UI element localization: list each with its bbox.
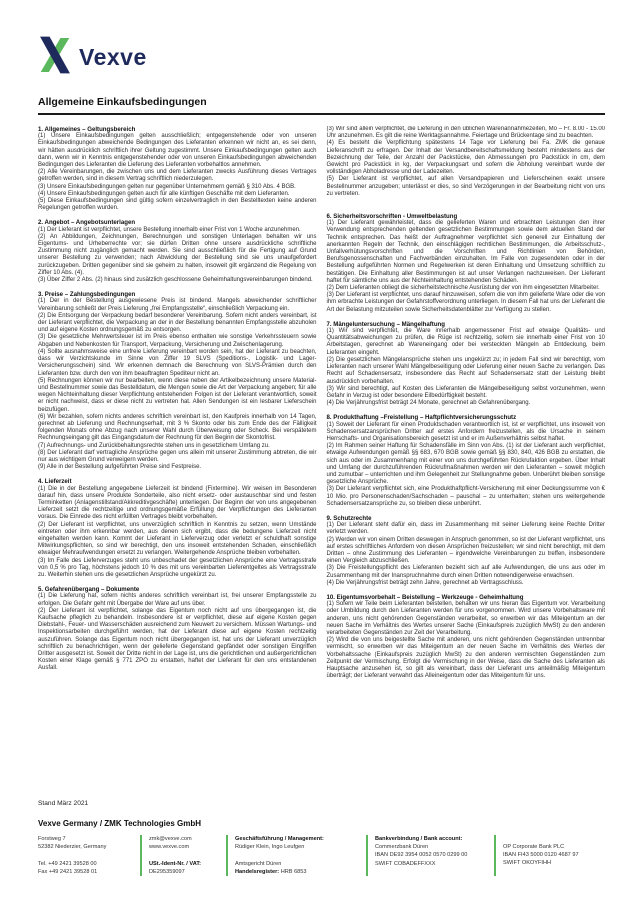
section-paragraph: (5) Rechnungen können wir nur bearbeiten, wenn diese neben der Artikelbezeichnung unsere Material- und Bestellnummer sowie das Bestelldatum, die Mengen sowie die Art der Verpackung angeben; für alle wegen Nichteinhaltung dieser Verpflichtung entstehenden Folgen ist der Lieferant verantwortlich, soweit er nicht nachweist, dass er diese nicht zu vertreten hat. Allen Sendungen ist ein lesbarer Lieferschein beizufügen. bbox=[38, 377, 317, 413]
section-heading: 7. Mängeluntersuchung – Mängelhaftung bbox=[326, 320, 445, 328]
footer-line: Rüdiger Klein, Ingo Leufgen bbox=[235, 844, 305, 851]
section-paragraph: (3) Der Lieferant verpflichtet sich, eine Produkthaftpflicht-Versicherung mit einer Deckungssumme von € 10 Mio. pro Personenschaden/Sachschaden – pauschal – zu unterhalten; stehen uns weitergehende Schadensersatzansprüche zu, so bleiben diese unberührt. bbox=[326, 486, 605, 507]
terms-body bbox=[38, 126, 605, 802]
terms-section bbox=[38, 586, 317, 672]
terms-section bbox=[327, 213, 606, 314]
footer-column bbox=[140, 835, 226, 876]
section-paragraph: (1) Die Lieferung hat, sofern nichts anderes schriftlich vereinbart ist, frei unserer Empfangsstelle zu erfolgen. Die Gefahr geht mit Übergabe der Ware auf uns über. bbox=[38, 593, 317, 607]
footer-column bbox=[226, 835, 366, 876]
section-paragraph: (1) Der in der Bestellung ausgewiesene Preis ist bindend. Mangels abweichender schriftlicher Vereinbarung schließt der Preis Lieferung „frei Empfangsstelle“, einschließlich Verpackung ein. bbox=[38, 298, 317, 312]
footer-line: IBAN FI43 5000 0120 4687 97 bbox=[503, 852, 579, 859]
section-heading: 8. Produkthaftung –Freistellung – Haftpflichtversicherungsschutz bbox=[326, 414, 517, 422]
section-heading: 6. Sicherheitsvorschriften - Umweltbelastung bbox=[326, 213, 458, 221]
section-paragraph: (3) Wir sind berechtigt, auf Kosten des Lieferanten die Mängelbeseitigung selbst vorzunehmen, wenn Gefahr in Verzug ist oder besondere Eilbedürftigkeit besteht. bbox=[326, 385, 605, 399]
terms-section bbox=[38, 126, 317, 212]
footer-line: Geschäftsführung / Management: bbox=[235, 836, 324, 842]
footer-line: Handelsregister: HRB 6853 bbox=[235, 868, 307, 875]
section-paragraph: (4) Unsere Einkaufsbedingungen gelten auch für alle künftigen Geschäfte mit dem Lieferanten. bbox=[38, 190, 290, 197]
footer-line: SWIFT OKOYFIHH bbox=[503, 860, 552, 867]
footer-line bbox=[38, 851, 135, 859]
section-paragraph: (4) Die Verjährungsfrist beträgt zehn Jahre, gerechnet ab Vertragsschluss. bbox=[326, 579, 524, 586]
section-paragraph: (2) Alle Vereinbarungen, die zwischen uns und dem Lieferanten zwecks Ausführung dieses Vertrages getroffen werden, sind in diesem Vertrag schriftlich niederzulegen. bbox=[38, 169, 317, 183]
section-heading: 2. Angebot – Angebotsunterlagen bbox=[38, 219, 136, 227]
section-paragraph: (2) Im Rahmen seiner Haftung für Schadensfälle im Sinn von Abs. (1) ist der Lieferant auch verpflichtet, etwaige Aufwendungen gemäß §§ 683, 670 BGB sowie gemäß §§ 830, 840, 426 BGB zu erstatten, die sich aus oder im Zusammenhang mit einer von uns durchgeführten Rückrufaktion ergeben. Über Inhalt und Umfang der durchzuführenden Rückrufmaßnahmen werden wir den Lieferanten – soweit möglich und zumutbar – unterrichten und ihm Gelegenheit zur Stellungnahme geben. Unberührt bleiben sonstige gesetzliche Ansprüche. bbox=[326, 443, 605, 486]
terms-section bbox=[327, 515, 606, 587]
section-paragraph: (4) Sollte ausnahmsweise eine unfreie Lieferung vereinbart worden sein, hat der Lieferant zu beachten, dass wir Verzichtskunde im Sinne von Ziffer 19 SLVS (Speditions-, Logistik- und Lager-Versicherungsschein) sind. Wir erkennen demnach die Berechnung von SLVS-Prämien durch den Lieferanten bzw. durch den von ihm beauftragten Spediteur nicht an. bbox=[38, 348, 317, 377]
section-paragraph: (1) Die in der Bestellung angegebene Lieferzeit ist bindend (Fixtermine). Wir weisen im Besonderen darauf hin, dass unsere Produkte Sonderteile, also nicht ersetz- oder austauschbar sind und festen Terminketten (Anlagenstillstand/Akkreditivgeschäfte) unterliegen. Der Beginn der von uns angegebenen Lieferzeit setzt die rechtzeitige und ordnungsgemäße Erfüllung der Verpflichtungen des Lieferanten voraus. Die Einrede des nicht erfüllten Vertrages bleibt vorbehalten. bbox=[38, 485, 317, 521]
terms-column-right bbox=[327, 126, 606, 802]
footer bbox=[38, 819, 607, 876]
footer-line: Commerzbank Düren bbox=[375, 844, 429, 851]
terms-section bbox=[327, 126, 606, 198]
section-paragraph: (6) Wir bezahlen, sofern nichts anderes schriftlich vereinbart ist, den Kaufpreis innerhalb von 14 Tagen, gerechnet ab Lieferung und Rechnungserhalt, mit 3 % Skonto oder bis zum Ende des der Fälligkeit folgenden Monats ohne Abzug nach unserer Wahl durch Überweisung oder Scheck. Bei verspätetem Rechnungseingang gilt das Eingangsdatum der Rechnung für den Beginn der Skontofrist. bbox=[38, 413, 317, 442]
footer-line: DE295359097 bbox=[149, 868, 185, 875]
footer-line: OP Corporate Bank PLC bbox=[503, 844, 565, 850]
footer-line: Tel. +49 2421 39528 00 bbox=[38, 860, 97, 867]
footer-line: Forstweg 7 bbox=[38, 836, 66, 842]
footer-column bbox=[366, 835, 494, 876]
footer-line: www.vexve.com bbox=[149, 844, 190, 851]
section-paragraph: (1) Der Lieferant ist verpflichtet, unsere Bestellung innerhalb einer Frist von 1 Woche anzunehmen. bbox=[38, 226, 301, 233]
footer-line: Bankverbindung / Bank account: bbox=[375, 836, 463, 842]
terms-section bbox=[38, 291, 317, 471]
section-paragraph: (2) Der Lieferant ist verpflichtet, uns unverzüglich schriftlich in Kenntnis zu setzen, wenn Umstände eintreten oder ihm erkennbar werden, aus denen sich ergibt, dass die bedungene Lieferzeit nicht eingehalten werden kann. Kommt der Lieferant in Lieferverzug oder verletzt er schuldhaft sonstige Mitwirkungspflichten, so sind wir berechtigt, den uns insoweit entstehenden Schaden, einschließlich etwaiger Mehraufwendungen ersetzt zu verlangen. Weitergehende Ansprüche bleiben vorbehalten. bbox=[38, 521, 317, 557]
footer-line: USt.-Ident-Nr. / VAT: bbox=[149, 860, 201, 867]
section-paragraph: (1) Wir sind verpflichtet, die Ware innerhalb angemessener Frist auf etwaige Qualitäts- und Quantitätsabweichungen zu prüfen, die Rüge ist rechtzeitig, sofern sie innerhalb einer Frist von 10 Arbeitstagen, gerechnet ab Wareneingang oder bei versteckten Mängeln ab Entdeckung, beim Lieferanten eingeht. bbox=[326, 328, 605, 356]
section-paragraph: (3) Die Freistellungspflicht des Lieferanten bezieht sich auf alle Aufwendungen, die uns aus oder im Zusammenhang mit der Inanspruchnahme durch einen Dritten notwendigerweise erwachsen. bbox=[326, 565, 605, 579]
section-paragraph: (2) Dem Lieferanten obliegt die sicherheitstechnische Ausrüstung der von ihm eingesetzten Mitarbeiter. bbox=[326, 285, 600, 292]
terms-section bbox=[38, 478, 317, 579]
footer-line: 52382 Niederzier, Germany bbox=[38, 844, 107, 851]
footer-column bbox=[494, 835, 604, 876]
section-paragraph: (4) Die Verjährungsfrist beträgt 24 Monate, gerechnet ab Gefahrenübergang. bbox=[326, 400, 531, 407]
footer-line: IBAN DE92 3954 0052 0570 0299 00 bbox=[375, 852, 468, 859]
revision-date: Stand März 2021 bbox=[38, 800, 89, 807]
section-paragraph: (1) Soweit der Lieferant für einen Produktschaden verantwortlich ist, ist er verpflichtet, uns insoweit von Schadensersatzansprüchen Dritter auf erstes Anfordern freizustellen, als die Ursache in seinem Herrschafts- und Organisationsbereich gesetzt ist und er im Außenverhältnis selbst haftet. bbox=[326, 421, 605, 442]
vexve-logo-icon bbox=[38, 36, 72, 74]
footer-line: SWIFT COBADEFFXXX bbox=[375, 860, 436, 867]
section-paragraph: (1) Sofern wir Teile beim Lieferanten beistellen, behalten wir uns hieran das Eigentum vor. Verarbeitung oder Umbildung durch den Lieferanten werden für uns vorgenommen. Wird unsere Vorbehaltsware mit anderen, uns nicht gehörenden Gegenständen verarbeitet, so erwerben wir das Miteigentum an der neuen Sache im Verhältnis des Wertes unserer Sache (Einkaufspreis zuzüglich MwSt) zu den anderen verarbeiteten Gegenständen zur Zeit der Verarbeitung. bbox=[326, 601, 605, 636]
section-paragraph: (1) Der Lieferant steht dafür ein, dass im Zusammenhang mit seiner Lieferung keine Rechte Dritter verletzt werden. bbox=[326, 522, 605, 536]
footer-line: Fax +49 2421 39528 01 bbox=[38, 868, 98, 875]
section-paragraph: (2) Wird die von uns beigestellte Sache mit anderen, uns nicht gehörenden Gegenständen untrennbar vermischt, so erwerben wir das Miteigentum an der neuen Sache im Verhältnis des Wertes der Vorbehaltssache (Einkaufspreis zuzüglich MwSt) zu den anderen vermischten Gegenständen zum Zeitpunkt der Vermischung. Erfolgt die Vermischung in der Weise, dass die Sache des Lieferanten als Hauptsache anzusehen ist, so gilt als vereinbart, dass der Lieferant uns anteilmäßig Miteigentum überträgt; der Lieferant verwahrt das Alleineigentum oder das Miteigentum für uns. bbox=[326, 637, 605, 680]
terms-section bbox=[327, 594, 606, 680]
section-paragraph: (3) Im Falle des Lieferverzuges steht uns unbeschadet der gesetzlichen Ansprüche eine Vertragsstrafe von 0,5 % pro Tag, höchstens jedoch 10 % des mit uns vereinbarten Lieferentgeltes als Vertragsstrafe zu. Weiterhin stehen uns die gesetzlichen Ansprüche ungekürzt zu. bbox=[38, 557, 317, 578]
footer-line bbox=[149, 851, 221, 859]
terms-section bbox=[327, 321, 606, 407]
section-paragraph: (3) Wir sind allein verpflichtet, die Lieferung in den üblichen Warenannahmezeiten, Mo – Fr. 8.00 - 15.00 Uhr anzunehmen. Es gilt die reine Werktagsannahme. Feiertage und Brückentage sind zu beachten. bbox=[326, 126, 605, 140]
terms-section bbox=[38, 219, 317, 284]
brand-wordmark: Vexve bbox=[79, 43, 147, 70]
section-paragraph: (3) Unsere Einkaufsbedingungen gelten nur gegenüber Unternehmern gemäß § 310 Abs. 4 BGB. bbox=[38, 183, 296, 190]
section-heading: 3. Preise – Zahlungsbedingungen bbox=[38, 291, 136, 299]
section-paragraph: (1) Unsere Einkaufsbedingungen gelten ausschließlich; entgegenstehende oder von unseren Einkaufsbedingungen abweichende Bedingungen des Lieferanten erkennen wir nicht an, es sei denn, wir hätten ausdrücklich schriftlich ihrer Geltung zugestimmt. Unsere Einkaufsbedingungen gelten auch dann, wenn wir in Kenntnis entgegenstehender oder von unseren Einkaufsbedingungen abweichenden Bedingungen des Lieferanten die Lieferung des Lieferanten vorbehaltlos annehmen. bbox=[38, 133, 317, 169]
section-heading: 4. Lieferzeit bbox=[38, 478, 72, 486]
section-heading: 10. Eigentumsvorbehalt – Beistellung – Werkzeuge - Geheimhaltung bbox=[326, 593, 524, 601]
section-paragraph: (2) Die gesetzlichen Mängelansprüche stehen uns ungekürzt zu; in jedem Fall sind wir berechtigt, vom Lieferanten nach unserer Wahl Mängelbeseitigung oder Lieferung einer neuen Sache zu verlangen. Das Recht auf Schadensersatz, insbesondere das Recht auf Schadensersatz statt der Leistung bleibt ausdrücklich vorbehalten. bbox=[326, 356, 605, 385]
section-paragraph: (2) Die Entsorgung der Verpackung bedarf besonderer Vereinbarung. Sofern nicht anders vereinbart, ist der Lieferant verpflichtet, die Verpackung an der in der Bestellung benannten Empfangsstelle abzuholen und auf eigene Kosten ordnungsgemäß zu entsorgen. bbox=[38, 312, 317, 334]
section-heading: 1. Allgemeines – Geltungsbereich bbox=[38, 126, 136, 133]
page-title: Allgemeine Einkaufsbedingungen bbox=[38, 96, 605, 115]
header bbox=[38, 30, 605, 80]
section-paragraph: (3) Der Lieferant ist verpflichtet, uns darauf hinzuweisen, sofern die von ihm gelieferte Ware oder die von ihm erbrachte Leistungen der Gefahrstoffverordnung unterliegen. In diesem Fall hat uns der Lieferant die Art der Belastung mitzuteilen sowie Sicherheitsdatenblätter zur Verfügung zu stellen. bbox=[326, 292, 605, 313]
section-paragraph: (3) Über Ziffer 2 Abs. (2) hinaus sind zusätzlich geschlossene Geheimhaltungsvereinbarungen bindend. bbox=[38, 277, 313, 284]
footer-line-label: Handelsregister: bbox=[235, 868, 280, 875]
section-paragraph: (1) Der Lieferant gewährleistet, dass die gelieferten Waren und erbrachten Leistungen den ihrer Verwendung entsprechenden geltenden gesetzlichen Bestimmungen sowie dem aktuellen Stand der Technik entsprechen. Das heißt der Auftragnehmer verpflichtet sich generell zur Einhaltung der anerkannten Regeln der Technik, den einschlägigen rechtlichen Bestimmungen, die Arbeitsschutz-, Unfallverhütungsvorschriften und die Vorschriften und Richtlinien von Behörden, Berufsgenossenschaften und Fachverbänden einzuhalten. Im Falle von zugesendeten oder in der Bestellung aufgeführten Normen und Regelwerken ist deren Einhaltung und Umsetzung schriftlich zu bestätigen. Die Einhaltung aller Bestimmungen ist auf unser Verlangen nachzuweisen. Der Lieferant haftet für sämtliche uns aus der Nichteinhaltung entstehenden Schäden. bbox=[326, 220, 605, 284]
section-heading: 5. Gefahrenübergang – Dokumente bbox=[38, 586, 140, 594]
footer-line: zmk@vexve.com bbox=[149, 836, 192, 842]
company-name: Vexve Germany / ZMK Technologies GmbH bbox=[38, 819, 202, 828]
footer-column bbox=[38, 835, 140, 876]
terms-column-left bbox=[38, 126, 317, 802]
section-paragraph: (5) Diese Einkaufsbedingungen sind gültig sofern einzelvertraglich in den Bestelltexten keine anderen Regelungen getroffen wurden. bbox=[38, 198, 317, 212]
footer-columns bbox=[38, 835, 607, 876]
section-heading: 9. Schutzrechte bbox=[326, 514, 372, 522]
section-paragraph: (5) Der Lieferant ist verpflichtet, auf allen Versandpapieren und Lieferscheinen exakt unsere Bestellnummer anzugeben; unterlässt er dies, so sind Verzögerungen in der Bearbeitung nicht von uns zu vertreten. bbox=[326, 176, 605, 197]
section-paragraph: (2) Der Lieferant ist verpflichtet, solange das Eigentum noch nicht auf uns übergegangen ist, die Kaufsache pfleglich zu behandeln. Insbesondere ist er verpflichtet, diese auf eigene Kosten gegen Diebstahl-, Feuer- und Wasserschäden ausreichend zum Neuwert zu versichern. Müssen Wartungs- und Inspektionsarbeiten durchgeführt werden, hat der Lieferant diese auf eigene Kosten rechtzeitig auszuführen. Solange das Eigentum noch nicht übergegangen ist, hat uns der Lieferant unverzüglich schriftlich zu benachrichtigen, wenn der gelieferte Gegenstand gepfändet oder sonstigen Eingriffen Dritter ausgesetzt ist. Soweit der Dritte nicht in der Lage ist, uns die gerichtlichen und außergerichtlichen Kosten einer Klage gemäß § 771 ZPO zu erstatten, haftet der Lieferant für den uns entstandenen Ausfall. bbox=[38, 607, 317, 672]
section-paragraph: (7) Aufrechnungs- und Zurückbehaltungsrechte stehen uns in gesetzlichem Umfang zu. bbox=[38, 442, 270, 449]
section-paragraph: (4) Es besteht die Verpflichtung spätestens 14 Tage vor Lieferung bei Fa. ZMK die genaue Lieferanschrift zu erfragen. Der Inhalt der Versandbereitschaftsmeldung besteht mindestens aus der Bezeichnung der Teile, der Anzahl der Packstücke, den Abmessungen pro Packstück in cm, dem Gewicht pro Packstück in kg, der Verpackungsart und sofern die Abholung vereinbart wurde der vollständigen Abholadresse und der Ladezeiten. bbox=[326, 140, 605, 176]
section-paragraph: (2) Werden wir von einem Dritten deswegen in Anspruch genommen, so ist der Lieferant verpflichtet, uns auf erstes schriftliches Anfordern von diesen Ansprüchen freizustellen; wir sind nicht berechtigt, mit dem Dritten – ohne Zustimmung des Lieferanten – irgendwelche Vereinbarungen zu treffen, insbesondere einen Vergleich abzuschließen. bbox=[326, 536, 605, 565]
section-paragraph: (2) An Abbildungen, Zeichnungen, Berechnungen und sonstigen Unterlagen behalten wir uns Eigentums- und Urheberrechte vor; sie dürfen Dritten ohne unsere ausdrückliche schriftliche Zustimmung nicht zugänglich gemacht werden. Sie sind ausschließlich für die Fertigung auf Grund unserer Bestellung zu verwenden; nach Abwicklung der Bestellung sind sie uns unaufgefordert zurückzugeben. Dritten gegenüber sind sie geheim zu halten, insoweit gilt ergänzend die Regelung von Ziffer 10 Abs. (4). bbox=[38, 233, 317, 276]
terms-section bbox=[327, 414, 606, 508]
section-paragraph: (9) Alle in der Bestellung aufgeführten Preise sind Festpreise. bbox=[38, 464, 202, 471]
footer-line bbox=[235, 851, 361, 859]
section-paragraph: (8) Der Lieferant darf vertragliche Ansprüche gegen uns allein mit unserer Zustimmung abtreten, die wir nur aus wichtigem Grund verweigern werden. bbox=[38, 449, 317, 463]
footer-line: Amtsgericht Düren bbox=[235, 860, 282, 867]
section-paragraph: (3) Die gesetzliche Mehrwertsteuer ist im Preis ebenso enthalten wie sonstige Verkehrssteuern sowie Abgaben und Nebenkosten für Transport, Verpackung, Versicherung und Zwischenlagerung. bbox=[38, 334, 317, 348]
